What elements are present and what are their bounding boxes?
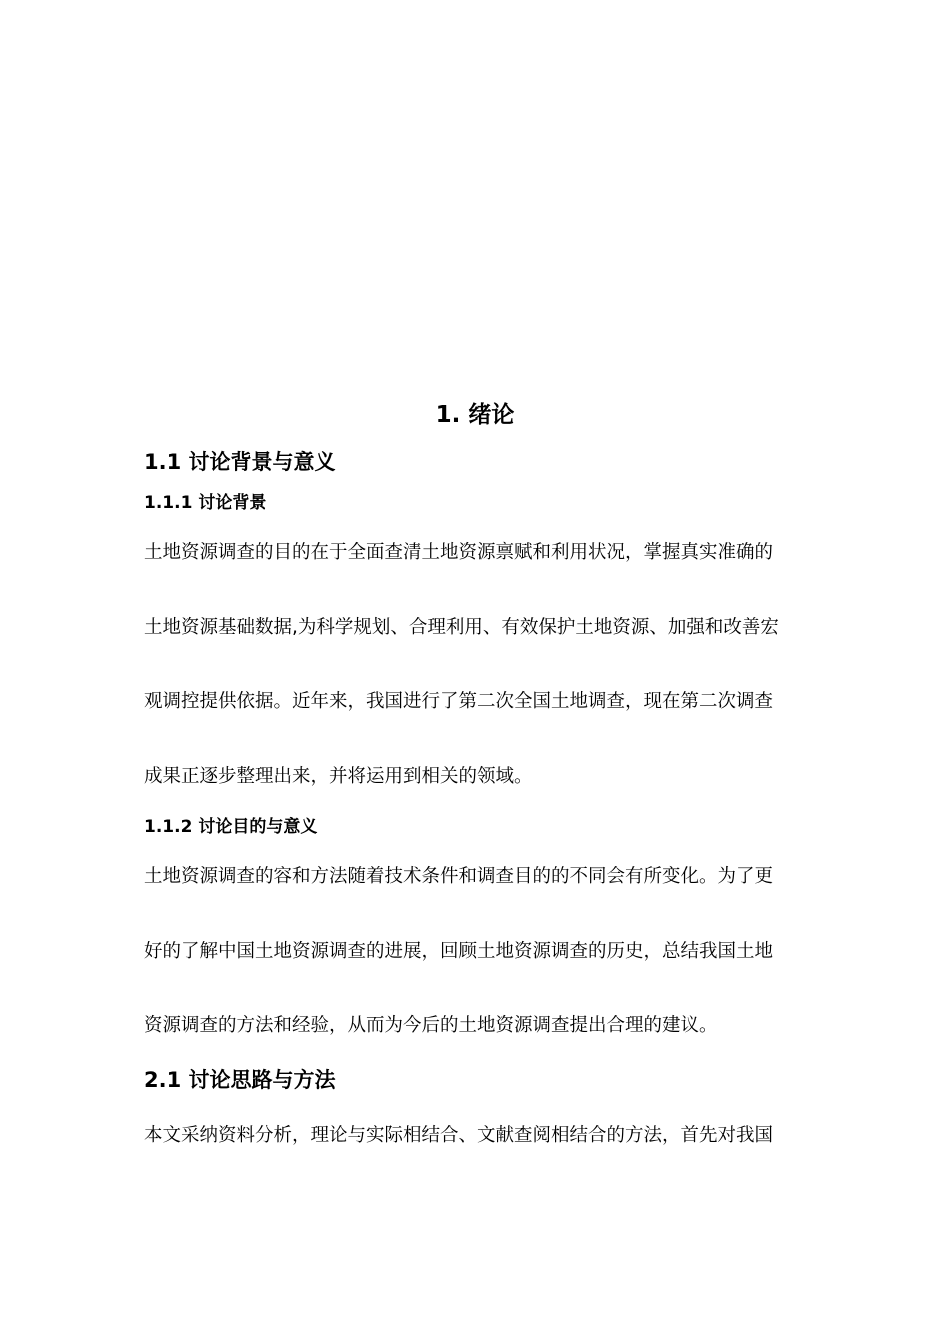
paragraph-line: 好的了解中国土地资源调查的进展，回顾土地资源调查的历史，总结我国土地: [144, 941, 774, 962]
section-heading-2-1: 2.1 讨论思路与方法: [144, 1068, 336, 1092]
paragraph-line: 土地资源调查的目的在于全面查清土地资源禀赋和利用状况，掌握真实准确的: [144, 542, 774, 563]
paragraph-line: 本文采纳资料分析，理论与实际相结合、文献查阅相结合的方法，首先对我国: [144, 1125, 774, 1146]
subsection-heading-1-1-2: 1.1.2 讨论目的与意义: [144, 817, 318, 837]
paragraph-line: 土地资源调查的容和方法随着技术条件和调查目的的不同会有所变化。为了更: [144, 866, 774, 887]
paragraph-line: 观调控提供依据。近年来，我国进行了第二次全国土地调查，现在第二次调查: [144, 691, 774, 712]
paragraph-line: 成果正逐步整理出来，并将运用到相关的领域。: [144, 766, 533, 787]
chapter-title: 1. 绪论: [435, 402, 515, 428]
section-heading-1-1: 1.1 讨论背景与意义: [144, 450, 336, 474]
paragraph-line: 土地资源基础数据,为科学规划、合理利用、有效保护土地资源、加强和改善宏: [144, 617, 779, 638]
paragraph-line: 资源调查的方法和经验，从而为今后的土地资源调查提出合理的建议。: [144, 1015, 718, 1036]
subsection-heading-1-1-1: 1.1.1 讨论背景: [144, 493, 267, 513]
